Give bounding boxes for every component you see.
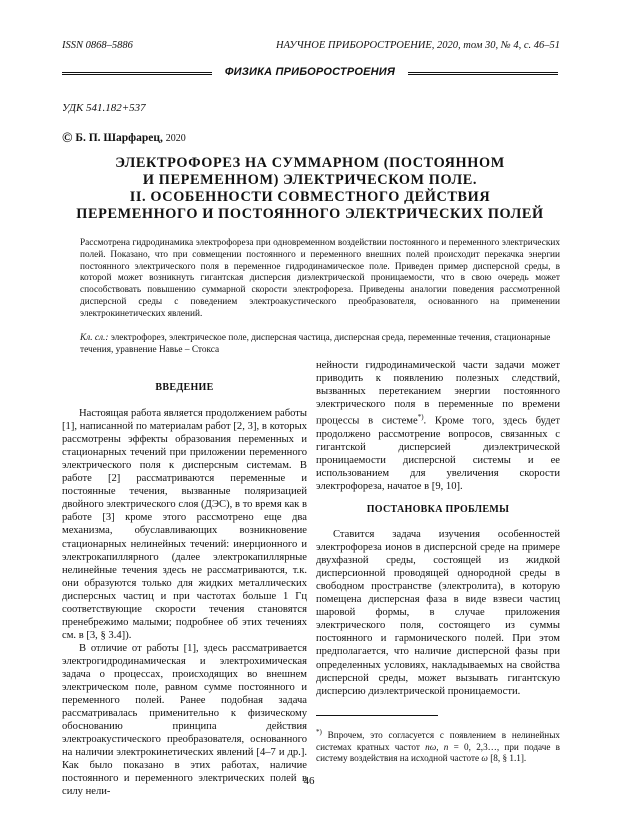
title-line: ПЕРЕМЕННОГО И ПОСТОЯННОГО ЭЛЕКТРИЧЕСКИХ ПОЛЕЙ — [76, 206, 544, 222]
continuation-tail: . Кроме того, здесь будет продолжено рассмотрение вопросов, связанных с гигантской дисперсией диэлектрической проницаемости дисперсной системы и ее использованием для увеличения скорости электрофореза, начатое в [9, 10]. — [316, 415, 561, 492]
section-rule-left — [62, 72, 212, 75]
footnote-text: , — [436, 741, 444, 752]
section-heading-introduction: ВВЕДЕНИЕ — [155, 382, 214, 393]
paragraph: Ставится задача изучения особенностей электрофореза ионов в дисперсной среде на примере двухфазной среды, состоящей из жидкой дисперсионной проводящей однородной среды в свободном пространстве (электролита), в которую помещена дисперсная фаза в виде взвеси частиц шаровой формы, в случае приложения электрического поля, состоящего из суммы постоянного и гармонического полей. При этом предполагается, что наличие дисперсной фазы при определенных условиях, накладываемых на свойства дисперсной среды, может вызывать гигантскую дисперсию диэлектрической проницаемости. — [316, 529, 560, 697]
author-year: 2020 — [165, 133, 186, 144]
footnote-text: [8, § 1.1]. — [487, 753, 527, 764]
page-number: 46 — [303, 775, 315, 787]
footnote-math: nω — [425, 741, 437, 752]
keywords-text: электрофорез, электрическое поле, дисперсная частица, дисперсная среда, переменные течения, стационарные течения, уравнение Навье – Стокса — [80, 333, 551, 355]
section-title: ФИЗИКА ПРИБОРОСТРОЕНИЯ — [224, 66, 396, 78]
paragraph-continuation — [316, 359, 560, 493]
paragraph: Настоящая работа является продолжением работы [1], написанной по материалам работ [2, 3], в которых рассмотрены эффекты образования переменных и стационарных течений при приложении переменного электрического поля к дисперсным системам. В работе [2] рассматриваются переменные и постоянные течения, вызванные поляризацией двойного электрического слоя (ДЭС), в то время как в работе [3] кроме этого рассмотрено еще два механизма, обуславливающих возникновение стационарных нелинейных течений: инерционного и электрокапиллярного (далее электрокапиллярные нелинейные течения здесь не рассматриваются, т.к. они образуются только для жидких металлических дисперсных частиц и при частотах больше 1 Гц соответствующие скорости течения становятся пренебрежимо малыми; подробнее об этих течениях см. в [3, § 3.4]). — [62, 408, 307, 641]
abstract: Рассмотрена гидродинамика электрофореза при одновременном воздействии постоянного и переменного электрических полей. Показано, что при совмещении постоянного и переменного внешних полей происходит перекачка энергии постоянного электрического поля в переменное гидродинамическое поле. Приведен пример дисперсной среды, в которой может возникнуть гигантская дисперсия диэлектрической проницаемости, что в свою очередь может способствовать повышению суммарной скорости электрофореза. Приведены аналогии поведения рассмотренной дисперсной среды с поведением электроакустического преобразователя, основанного на применении электрокинетических явлений. — [80, 238, 560, 319]
footnote-math: n — [443, 741, 449, 752]
copyright-icon: © — [62, 131, 73, 146]
keywords-label: Кл. сл.: — [80, 333, 109, 343]
section-banner — [62, 66, 558, 80]
footnote-mark: *) — [417, 413, 424, 422]
footnote-text: Впрочем, это согласуется с появлением в нелинейных системах кратных частот — [316, 730, 560, 752]
paragraph: В отличие от работы [1], здесь рассматривается электрогидродинамическая и электрохимическая задача о процессах, происходящих во внешнем электрическом поле, равном сумме постоянного и переменного полей. Ранее подобная задача рассматривалась применительно к физическому обоснованию принципа действия электроакустического преобразователя, основанного на наличии электрокинетических явлений [4–7 и др.]. Как было показано в этих работах, наличие постоянного и переменного электрических полей в силу нели- — [62, 642, 307, 798]
section-rule-right — [408, 72, 558, 75]
footnote — [316, 727, 560, 765]
journal-issn: ISSN 0868–5886 — [62, 40, 133, 51]
keywords — [80, 333, 560, 357]
right-column — [316, 359, 560, 698]
footnote-text: = 0, 2,3…, при подаче в систему воздействия на исходной частоте — [316, 741, 561, 764]
left-column — [62, 381, 307, 798]
title-line: II. ОСОБЕННОСТИ СОВМЕСТНОГО ДЕЙСТВИЯ — [129, 189, 491, 205]
footnote-mark: *) — [316, 728, 322, 736]
author-line — [62, 131, 186, 147]
footnote-math: ω — [481, 753, 488, 764]
title-line: И ПЕРЕМЕННОМ) ЭЛЕКТРИЧЕСКОМ ПОЛЕ. — [142, 172, 478, 188]
author-name: Б. П. Шарфарец, — [75, 132, 163, 144]
udc-code: УДК 541.182+537 — [62, 102, 146, 114]
article-title — [62, 155, 558, 223]
journal-citation: НАУЧНОЕ ПРИБОРОСТРОЕНИЕ, 2020, том 30, № 4, c. 46–51 — [276, 40, 560, 51]
footnote-divider — [316, 715, 438, 716]
section-heading-problem: ПОСТАНОВКА ПРОБЛЕМЫ — [366, 504, 510, 515]
continuation-text: нейности гидродинамической части задачи может приводить к появлению полезных следствий, вызванных перетеканием энергии постоянного электрического поля в переменные по времени процессы в системе — [316, 360, 560, 427]
title-line: ЭЛЕКТРОФОРЕЗ НА СУММАРНОМ (ПОСТОЯННОМ — [115, 155, 505, 171]
